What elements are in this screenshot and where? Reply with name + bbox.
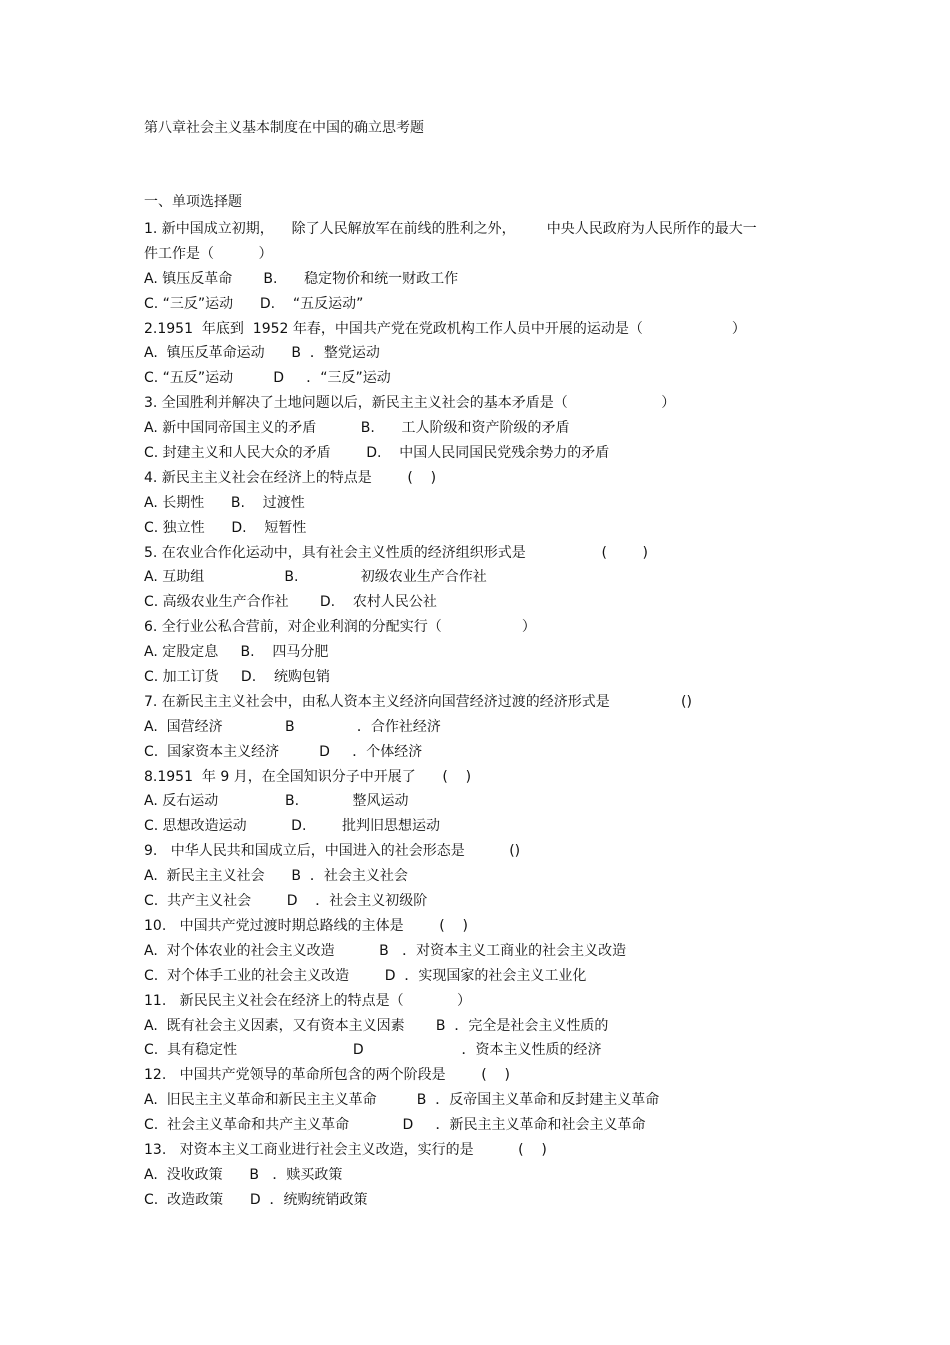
text-line: A. 旧民主主义革命和新民主主义革命 B ．反帝国主义革命和反封建主义革命 (144, 1092, 660, 1109)
text-line: C. “五反”运动 D ．“三反”运动 (144, 370, 391, 387)
text-line: A. 对个体农业的社会主义改造 B ．对资本主义工商业的社会主义改造 (144, 942, 627, 959)
text-line: 2.1951 年底到 1952 年春，中国共产党在党政机构工作人员中开展的运动是（ ） (144, 320, 746, 337)
text-line: 4. 新民主主义社会在经济上的特点是 ( ) (144, 469, 437, 486)
text-line: A. 没收政策 B ．赎买政策 (144, 1166, 343, 1183)
text-line: A. 新民主主义社会 B ．社会主义社会 (144, 868, 408, 885)
text-line: C. 改造政策 D ．统购统销政策 (144, 1191, 368, 1208)
text-line: A. 互助组 B. 初级农业生产合作社 (144, 569, 487, 586)
text-line: C. 具有稳定性 D ．资本主义性质的经济 (144, 1042, 602, 1059)
text-line: C. 共产主义社会 D ．社会主义初级阶 (144, 893, 428, 910)
text-line: 件工作是（ ） (144, 245, 273, 262)
text-line: 6. 全行业公私合营前，对企业利润的分配实行（ ） (144, 619, 536, 636)
section-heading: 一、单项选择题 (144, 194, 242, 210)
text-line: A. 新中国同帝国主义的矛盾 B. 工人阶级和资产阶级的矛盾 (144, 420, 570, 437)
text-line: A. 长期性 B. 过渡性 (144, 494, 305, 511)
text-line: C. “三反”运动 D. “五反运动” (144, 295, 364, 312)
text-line: C. 社会主义革命和共产主义革命 D ．新民主主义革命和社会主义革命 (144, 1117, 646, 1134)
text-line: C. 封建主义和人民大众的矛盾 D. 中国人民同国民党残余势力的矛盾 (144, 445, 610, 462)
text-line: 3. 全国胜利并解决了土地问题以后，新民主主义社会的基本矛盾是（ ） (144, 395, 676, 412)
text-line: 10. 中国共产党过渡时期总路线的主体是 ( ) (144, 917, 468, 934)
text-line: C. 思想改造运动 D. 批判旧思想运动 (144, 818, 441, 835)
text-line: 7. 在新民主主义社会中，由私人资本主义经济向国营经济过渡的经济形式是 () (144, 693, 692, 710)
text-line: C. 独立性 D. 短暂性 (144, 519, 307, 536)
text-line: A. 反右运动 B. 整风运动 (144, 793, 409, 810)
text-line: A. 国营经济 B ．合作社经济 (144, 718, 441, 735)
question-list (144, 217, 804, 1213)
text-line: A. 既有社会主义因素，又有资本主义因素 B ．完全是社会主义性质的 (144, 1017, 609, 1034)
text-line: A. 镇压反革命 B. 稳定物价和统一财政工作 (144, 270, 459, 287)
text-line: A. 定股定息 B. 四马分肥 (144, 644, 329, 661)
text-line: 9. 中华人民共和国成立后，中国进入的社会形态是 () (144, 843, 521, 860)
text-line: 13. 对资本主义工商业进行社会主义改造，实行的是 ( ) (144, 1141, 547, 1158)
text-line: 5. 在农业合作化运动中，具有社会主义性质的经济组织形式是 ( ) (144, 544, 648, 561)
text-line: 8.1951 年 9 月，在全国知识分子中开展了 ( ) (144, 768, 472, 785)
document-title: 第八章社会主义基本制度在中国的确立思考题 (144, 120, 424, 136)
text-line: 1. 新中国成立初期， 除了人民解放军在前线的胜利之外， 中央人民政府为人民所作的最大一 (144, 221, 757, 237)
text-line: 11. 新民民主义社会在经济上的特点是（ ） (144, 992, 472, 1009)
text-line: 12. 中国共产党领导的革命所包含的两个阶段是 ( ) (144, 1067, 510, 1084)
text-line: C. 对个体手工业的社会主义改造 D ．实现国家的社会主义工业化 (144, 967, 587, 984)
text-line: A. 镇压反革命运动 B ．整党运动 (144, 345, 380, 362)
text-line: C. 加工订货 D. 统购包销 (144, 669, 330, 686)
text-line: C. 高级农业生产合作社 D. 农村人民公社 (144, 594, 437, 611)
text-line: C. 国家资本主义经济 D ．个体经济 (144, 743, 423, 760)
